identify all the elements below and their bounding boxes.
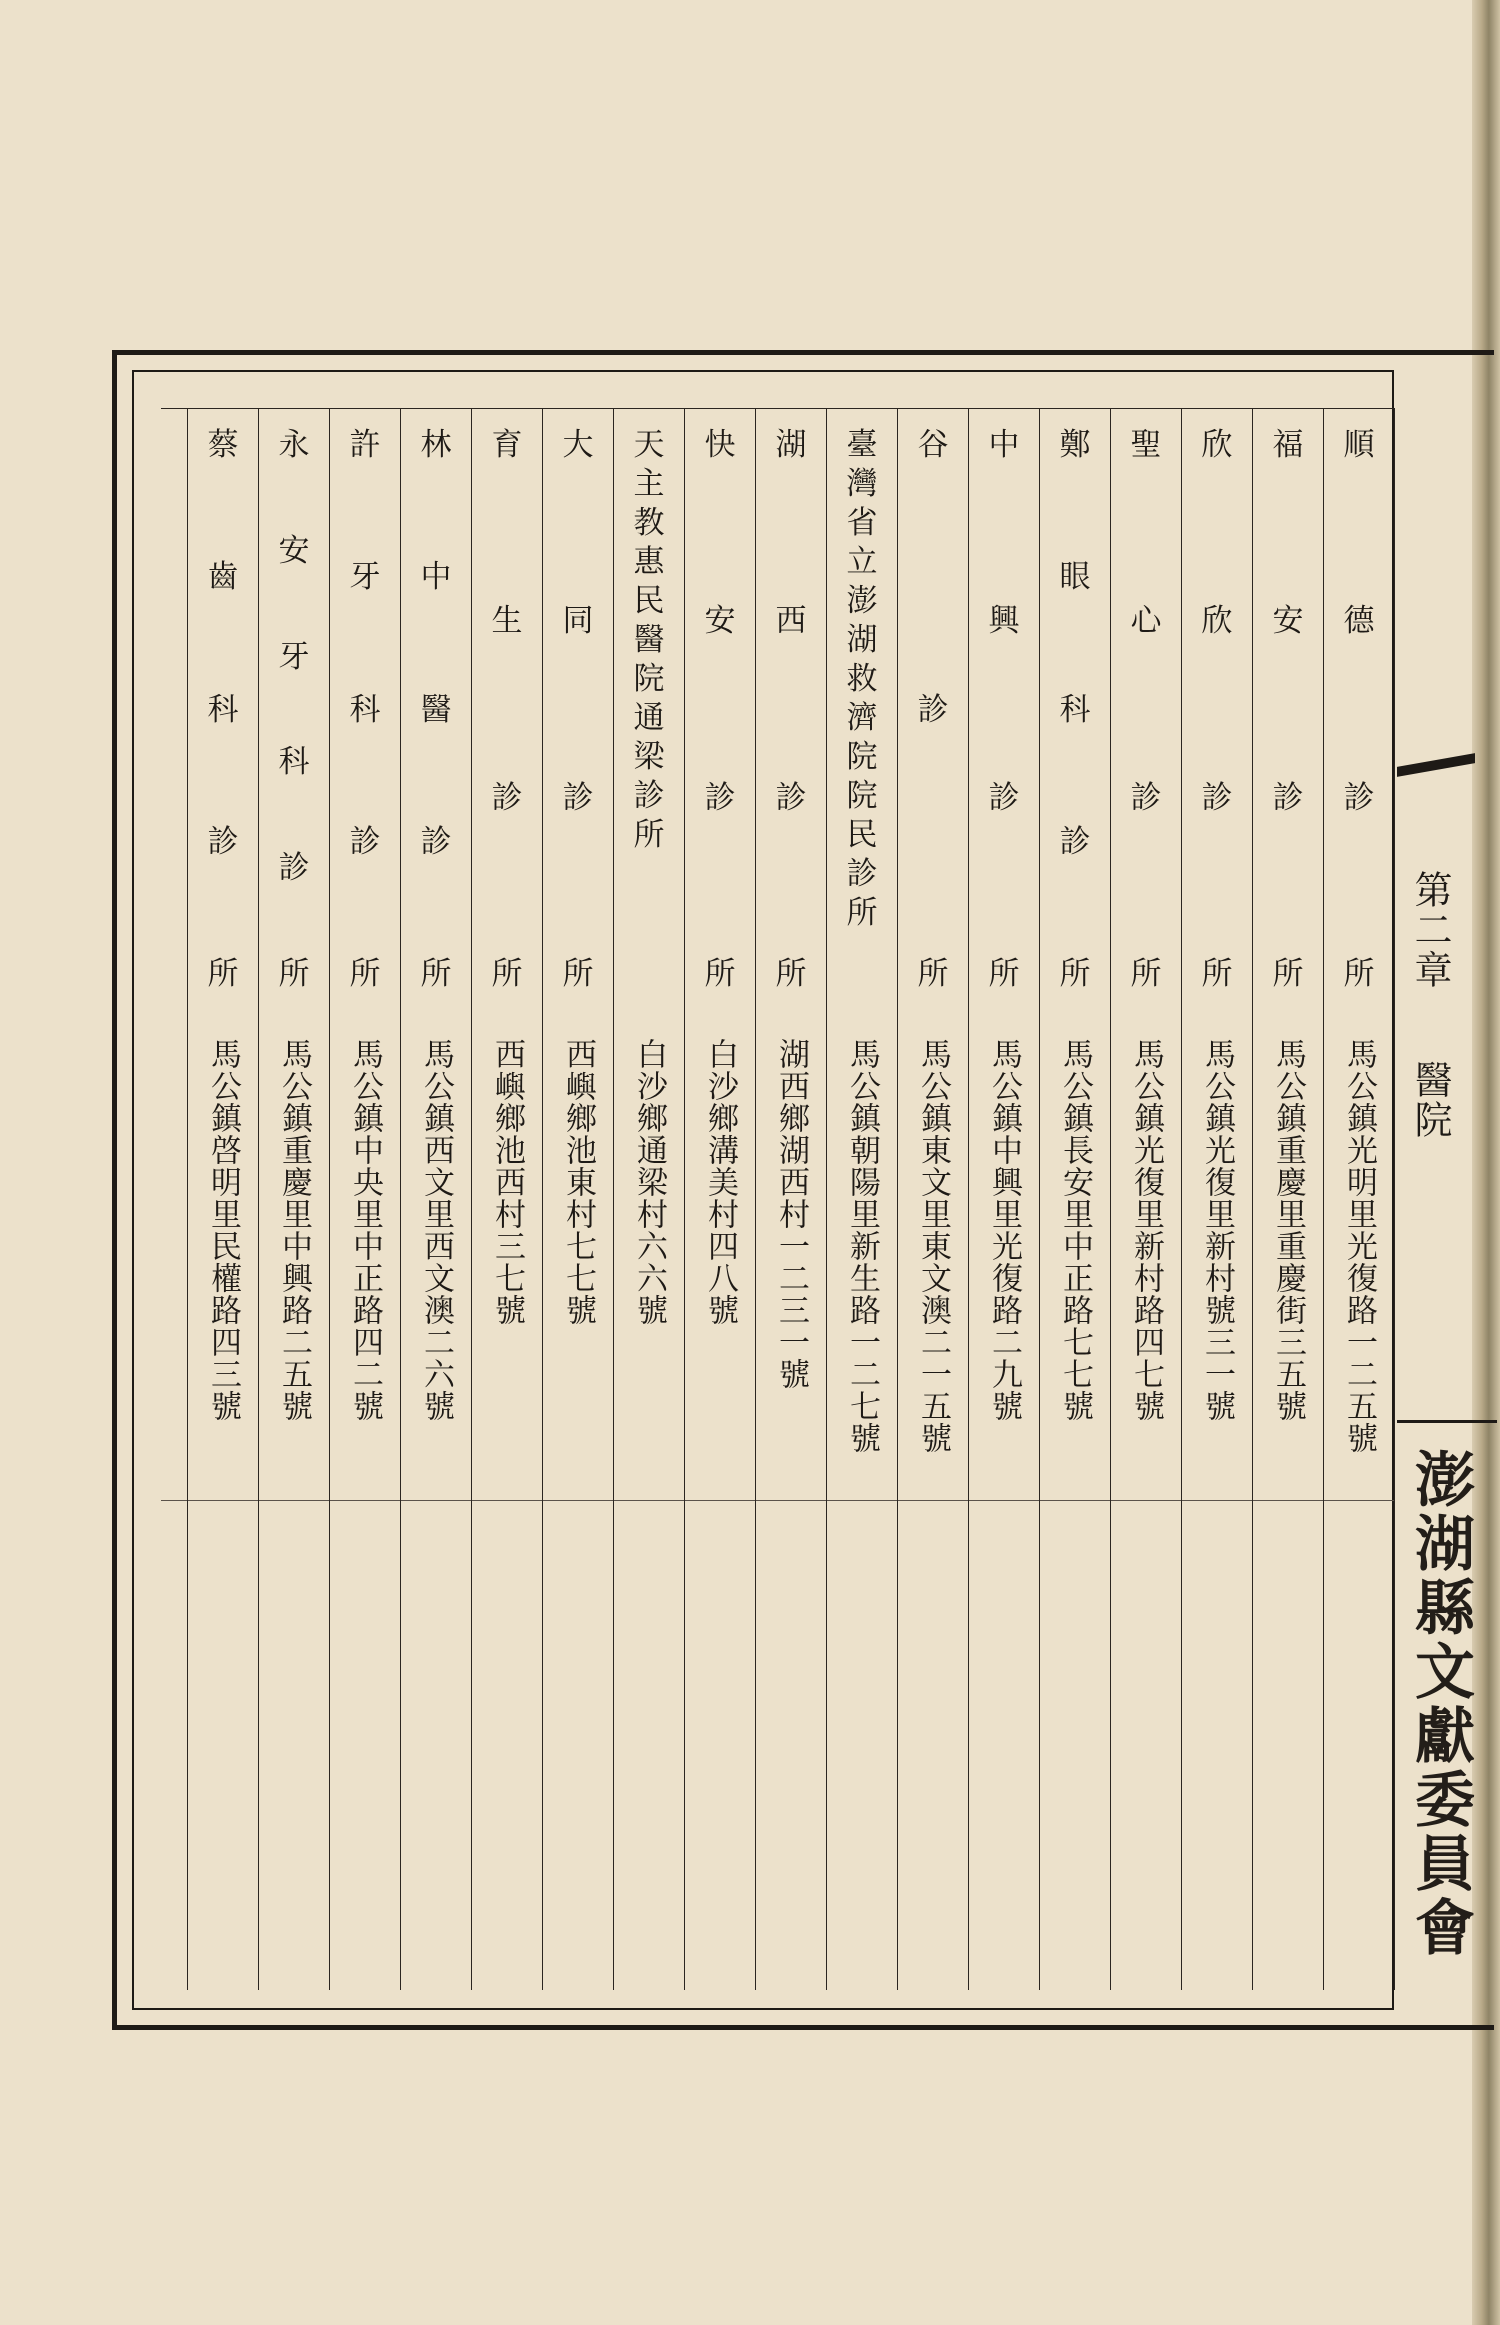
clinic-name-char: 育 bbox=[491, 427, 523, 463]
clinic-name-char: 湖 bbox=[846, 622, 878, 658]
clinic-address: 白沙鄉通梁村六六號 bbox=[631, 1038, 667, 1326]
clinic-name-char: 診 bbox=[349, 823, 381, 860]
chapter-number: 第二章 bbox=[1408, 870, 1452, 990]
clinic-name-char: 眼 bbox=[1059, 559, 1091, 596]
clinic-name-char: 欣 bbox=[1201, 427, 1233, 463]
clinic-address: 西嶼鄉池西村三七號 bbox=[489, 1038, 525, 1326]
clinic-name-char: 診 bbox=[420, 823, 452, 860]
clinic-name bbox=[259, 427, 329, 992]
clinic-entry bbox=[1040, 427, 1110, 1975]
clinic-name-char: 科 bbox=[278, 744, 310, 781]
clinic-name bbox=[401, 427, 471, 992]
clinic-address: 馬公鎮東文里東文澳二一五號 bbox=[915, 1038, 951, 1454]
clinic-name bbox=[969, 427, 1039, 992]
clinic-address: 西嶼鄉池東村七七號 bbox=[560, 1038, 596, 1326]
clinic-name-char: 蔡 bbox=[207, 427, 239, 463]
clinic-entry bbox=[898, 427, 968, 1975]
clinic-entry bbox=[1324, 427, 1394, 1975]
clinic-name-char: 濟 bbox=[846, 700, 878, 736]
clinic-entry bbox=[259, 427, 329, 1975]
clinic-name-char: 順 bbox=[1343, 427, 1375, 463]
clinic-name-char: 主 bbox=[633, 466, 665, 502]
clinic-address: 馬公鎮中興里光復路二九號 bbox=[986, 1038, 1022, 1422]
clinic-name-char: 德 bbox=[1343, 603, 1375, 640]
clinic-name-char: 所 bbox=[1272, 955, 1304, 992]
clinic-entry bbox=[543, 427, 613, 1975]
clinic-name-char: 牙 bbox=[278, 638, 310, 675]
clinic-address: 馬公鎮朝陽里新生路一二七號 bbox=[844, 1038, 880, 1454]
clinic-name-char: 安 bbox=[704, 603, 736, 640]
clinic-entry bbox=[756, 427, 826, 1975]
clinic-name-char: 所 bbox=[562, 955, 594, 992]
clinic-address: 馬公鎮光復里新村路四七號 bbox=[1128, 1038, 1164, 1422]
clinic-name-char: 科 bbox=[207, 691, 239, 728]
clinic-name-char: 谷 bbox=[917, 427, 949, 463]
clinic-address: 湖西鄉湖西村一二三一號 bbox=[773, 1038, 809, 1390]
clinic-name-char: 安 bbox=[1272, 603, 1304, 640]
clinic-name-char: 西 bbox=[775, 603, 807, 640]
clinic-name bbox=[330, 427, 400, 992]
clinic-name-char: 診 bbox=[1201, 779, 1233, 816]
clinic-name-char: 立 bbox=[846, 544, 878, 580]
clinic-name-char: 大 bbox=[562, 427, 594, 463]
clinic-name-char: 診 bbox=[1343, 779, 1375, 816]
clinic-name-char: 所 bbox=[988, 955, 1020, 992]
clinic-name-char: 診 bbox=[491, 779, 523, 816]
clinic-name bbox=[1040, 427, 1110, 992]
clinic-name-char: 所 bbox=[917, 956, 949, 992]
clinic-name-char: 所 bbox=[207, 956, 239, 992]
clinic-entry bbox=[614, 427, 684, 1975]
clinic-name bbox=[685, 427, 755, 992]
clinic-name-char: 民 bbox=[633, 583, 665, 619]
clinic-entry bbox=[1111, 427, 1181, 1975]
clinic-name-char: 安 bbox=[278, 532, 310, 569]
table-top-rule bbox=[161, 408, 1394, 409]
clinic-address: 白沙鄉溝美村四八號 bbox=[702, 1038, 738, 1326]
clinic-name-char: 診 bbox=[633, 778, 665, 814]
clinic-name-char: 梁 bbox=[633, 739, 665, 775]
clinic-name bbox=[472, 427, 542, 992]
clinic-name bbox=[1111, 427, 1181, 992]
clinic-name-char: 所 bbox=[491, 955, 523, 992]
clinic-name-char: 科 bbox=[1059, 691, 1091, 728]
clinic-entry bbox=[401, 427, 471, 1975]
clinic-name bbox=[543, 427, 613, 992]
clinic-name-char: 聖 bbox=[1130, 427, 1162, 463]
clinic-name-char: 教 bbox=[633, 505, 665, 541]
clinic-name bbox=[1253, 427, 1323, 992]
clinic-entry bbox=[1253, 427, 1323, 1975]
clinic-entry bbox=[1182, 427, 1252, 1975]
clinic-name-char: 永 bbox=[278, 427, 310, 463]
clinic-name-char: 救 bbox=[846, 661, 878, 697]
clinic-address: 馬公鎮光明里光復路一二五號 bbox=[1341, 1038, 1377, 1454]
clinic-name-char: 福 bbox=[1272, 427, 1304, 463]
clinic-name-char: 澎 bbox=[846, 583, 878, 619]
clinic-name bbox=[756, 427, 826, 992]
clinic-name-char: 診 bbox=[562, 779, 594, 816]
clinic-name bbox=[614, 427, 684, 990]
clinic-name bbox=[1324, 427, 1394, 992]
clinic-name-char: 同 bbox=[562, 603, 594, 640]
clinic-name-char: 科 bbox=[349, 691, 381, 728]
clinic-address: 馬公鎮長安里中正路七七號 bbox=[1057, 1038, 1093, 1422]
clinic-name-char: 診 bbox=[1272, 779, 1304, 816]
clinic-name-char: 中 bbox=[988, 427, 1020, 463]
clinic-name-char: 診 bbox=[846, 856, 878, 892]
chapter-heading bbox=[1400, 870, 1460, 1140]
clinic-entry bbox=[472, 427, 542, 1975]
clinic-name-char: 診 bbox=[1059, 823, 1091, 860]
clinic-name-char: 生 bbox=[491, 603, 523, 640]
clinic-name-char: 中 bbox=[420, 559, 452, 596]
clinic-name-char: 通 bbox=[633, 700, 665, 736]
clinic-address: 馬公鎮光復里新村號三一號 bbox=[1199, 1038, 1235, 1422]
clinic-address: 馬公鎮重慶里中興路二五號 bbox=[276, 1038, 312, 1422]
clinic-name-char: 惠 bbox=[633, 544, 665, 580]
clinic-name-char: 所 bbox=[633, 817, 665, 853]
column-rule bbox=[1394, 408, 1395, 1990]
clinic-name-char: 興 bbox=[988, 603, 1020, 640]
clinic-name-char: 所 bbox=[1130, 955, 1162, 992]
clinic-name-char: 院 bbox=[846, 739, 878, 775]
clinic-name-char: 許 bbox=[349, 427, 381, 463]
clinic-entry bbox=[188, 427, 258, 1975]
clinic-name-char: 林 bbox=[420, 427, 452, 463]
clinic-name-char: 診 bbox=[917, 691, 949, 728]
clinic-entry bbox=[969, 427, 1039, 1975]
clinic-name-char: 所 bbox=[349, 956, 381, 992]
clinic-name-char: 診 bbox=[278, 850, 310, 887]
clinic-name-char: 快 bbox=[704, 427, 736, 463]
clinic-name-char: 所 bbox=[704, 955, 736, 992]
publisher-name: 澎湖縣文獻委員會 bbox=[1405, 1448, 1475, 1960]
clinic-name-char: 省 bbox=[846, 505, 878, 541]
clinic-name bbox=[188, 427, 258, 992]
clinic-name bbox=[898, 427, 968, 992]
clinic-entry bbox=[827, 427, 897, 1975]
clinic-name-char: 診 bbox=[207, 823, 239, 860]
clinic-name bbox=[1182, 427, 1252, 992]
clinic-name-char: 診 bbox=[988, 779, 1020, 816]
clinic-name-char: 所 bbox=[846, 895, 878, 931]
clinic-address: 馬公鎮中央里中正路四二號 bbox=[347, 1038, 383, 1422]
clinic-name-char: 診 bbox=[704, 779, 736, 816]
clinic-name-char: 牙 bbox=[349, 559, 381, 596]
clinic-entry bbox=[685, 427, 755, 1975]
clinic-name-char: 鄭 bbox=[1059, 427, 1091, 463]
clinic-name-char: 所 bbox=[278, 955, 310, 992]
clinic-name-char: 所 bbox=[1059, 956, 1091, 992]
clinic-entry bbox=[330, 427, 400, 1975]
clinic-name-char: 欣 bbox=[1201, 603, 1233, 640]
clinic-name-char: 診 bbox=[775, 779, 807, 816]
clinic-name bbox=[827, 427, 897, 990]
chapter-section: 醫院 bbox=[1408, 1060, 1452, 1140]
clinic-name-char: 齒 bbox=[207, 559, 239, 596]
clinic-address: 馬公鎮西文里西文澳二六號 bbox=[418, 1038, 454, 1422]
clinic-name-char: 所 bbox=[1201, 955, 1233, 992]
clinic-name-char: 湖 bbox=[775, 427, 807, 463]
clinic-name-char: 所 bbox=[1343, 955, 1375, 992]
clinic-name-char: 民 bbox=[846, 817, 878, 853]
clinic-name-char: 診 bbox=[1130, 779, 1162, 816]
clinic-address: 馬公鎮啓明里民權路四三號 bbox=[205, 1038, 241, 1422]
clinic-name-char: 院 bbox=[846, 778, 878, 814]
clinic-name-char: 醫 bbox=[633, 622, 665, 658]
clinic-name-char: 天 bbox=[633, 427, 665, 463]
clinic-name-char: 院 bbox=[633, 661, 665, 697]
clinic-name-char: 醫 bbox=[420, 691, 452, 728]
clinic-name-char: 臺 bbox=[846, 427, 878, 463]
clinic-address: 馬公鎮重慶里重慶街三五號 bbox=[1270, 1038, 1306, 1422]
chapter-divider bbox=[1397, 1420, 1497, 1423]
clinic-name-char: 心 bbox=[1130, 603, 1162, 640]
clinic-name-char: 灣 bbox=[846, 466, 878, 502]
clinic-name-char: 所 bbox=[775, 955, 807, 992]
clinic-name-char: 所 bbox=[420, 956, 452, 992]
